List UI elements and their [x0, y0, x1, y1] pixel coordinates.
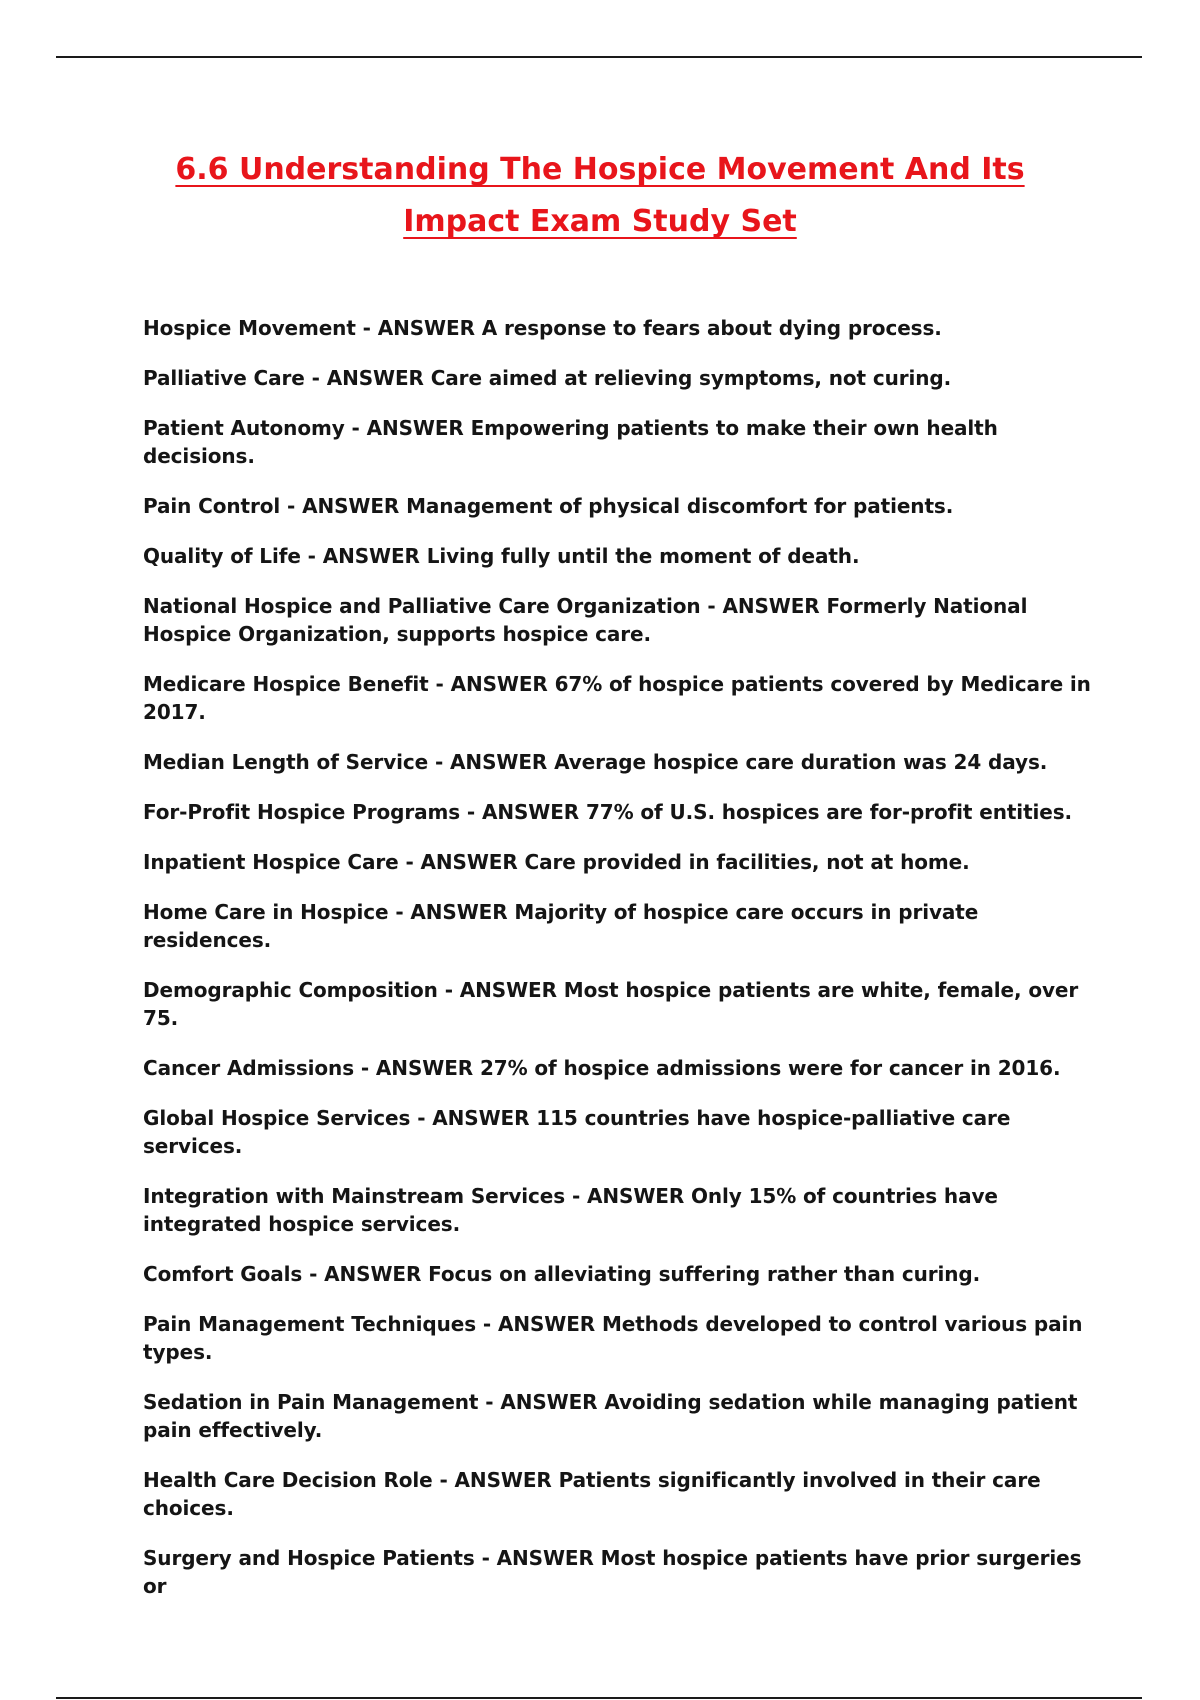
qa-item: [143, 1182, 1103, 1238]
qa-separator: - ANSWER: [304, 366, 431, 390]
qa-separator: - ANSWER: [565, 1184, 692, 1208]
qa-answer: Living fully until the moment of death.: [426, 544, 860, 568]
qa-item: [143, 1544, 1103, 1600]
qa-answer: Only 15% of countries have integrated hospice services.: [143, 1184, 998, 1236]
qa-term: Inpatient Hospice Care: [143, 850, 399, 874]
qa-separator: - ANSWER: [474, 1546, 601, 1570]
qa-item: [143, 1054, 1103, 1082]
qa-separator: - ANSWER: [700, 594, 827, 618]
qa-answer: Most hospice patients have prior surgeries or: [143, 1546, 1082, 1598]
qa-separator: - ANSWER: [428, 750, 555, 774]
qa-separator: - ANSWER: [300, 544, 427, 568]
qa-item: [143, 1260, 1103, 1288]
top-rule: [56, 56, 1142, 58]
qa-term: Median Length of Service: [143, 750, 429, 774]
qa-answer: Care provided in facilities, not at home.: [524, 850, 970, 874]
qa-list: [143, 314, 1103, 1622]
qa-item: [143, 670, 1103, 726]
qa-answer: Average hospice care duration was 24 days.: [554, 750, 1048, 774]
qa-separator: - ANSWER: [478, 1390, 605, 1414]
qa-answer: 27% of hospice admissions were for cancer in 2016.: [479, 1056, 1061, 1080]
qa-term: Quality of Life: [143, 544, 301, 568]
qa-item: [143, 542, 1103, 570]
qa-separator: - ANSWER: [388, 900, 515, 924]
qa-term: Health Care Decision Role: [143, 1468, 433, 1492]
qa-answer: Most hospice patients are white, female, over 75.: [143, 978, 1079, 1030]
qa-item: [143, 976, 1103, 1032]
qa-item: [143, 414, 1103, 470]
qa-term: Comfort Goals: [143, 1262, 303, 1286]
qa-item: [143, 898, 1103, 954]
qa-separator: - ANSWER: [302, 1262, 429, 1286]
qa-item: [143, 314, 1103, 342]
title-line-2: Impact Exam Study Set: [403, 204, 797, 239]
qa-item: [143, 1104, 1103, 1160]
qa-term: For-Profit Hospice Programs: [143, 800, 461, 824]
qa-term: Global Hospice Services: [143, 1106, 411, 1130]
qa-answer: Care aimed at relieving symptoms, not curing.: [430, 366, 952, 390]
qa-item: [143, 1310, 1103, 1366]
qa-item: [143, 848, 1103, 876]
qa-answer: 67% of hospice patients covered by Medicare in 2017.: [143, 672, 1091, 724]
qa-term: Surgery and Hospice Patients: [143, 1546, 475, 1570]
qa-answer: Focus on alleviating suffering rather than curing.: [428, 1262, 981, 1286]
qa-term: Pain Control: [143, 494, 281, 518]
qa-term: Hospice Movement: [143, 316, 356, 340]
qa-answer: Majority of hospice care occurs in private residences.: [143, 900, 979, 952]
qa-answer: A response to fears about dying process.: [481, 316, 942, 340]
title-line-1: 6.6 Understanding The Hospice Movement And Its: [175, 152, 1025, 187]
qa-answer: Patients significantly involved in their care choices.: [143, 1468, 1041, 1520]
qa-item: [143, 1388, 1103, 1444]
qa-term: Palliative Care: [143, 366, 305, 390]
qa-answer: 77% of U.S. hospices are for-profit entities.: [585, 800, 1073, 824]
qa-term: Medicare Hospice Benefit: [143, 672, 429, 696]
qa-term: National Hospice and Palliative Care Organization: [143, 594, 701, 618]
qa-separator: - ANSWER: [355, 316, 482, 340]
qa-separator: - ANSWER: [460, 800, 586, 824]
qa-answer: 115 countries have hospice-palliative care services.: [143, 1106, 1011, 1158]
qa-item: [143, 492, 1103, 520]
page-title: [100, 144, 1100, 248]
qa-term: Pain Management Techniques: [143, 1312, 477, 1336]
qa-term: Cancer Admissions: [143, 1056, 354, 1080]
qa-separator: - ANSWER: [344, 416, 471, 440]
qa-separator: - ANSWER: [280, 494, 407, 518]
qa-separator: - ANSWER: [432, 1468, 559, 1492]
qa-separator: - ANSWER: [398, 850, 525, 874]
qa-answer: Formerly National Hospice Organization, supports hospice care.: [143, 594, 1028, 646]
qa-separator: - ANSWER: [476, 1312, 602, 1336]
qa-item: [143, 748, 1103, 776]
qa-term: Sedation in Pain Management: [143, 1390, 479, 1414]
bottom-rule: [56, 1697, 1142, 1699]
qa-item: [143, 592, 1103, 648]
qa-item: [143, 798, 1103, 826]
qa-separator: - ANSWER: [428, 672, 555, 696]
qa-term: Demographic Composition: [143, 978, 438, 1002]
qa-separator: - ANSWER: [410, 1106, 537, 1130]
qa-separator: - ANSWER: [354, 1056, 480, 1080]
qa-term: Integration with Mainstream Services: [143, 1184, 566, 1208]
qa-item: [143, 364, 1103, 392]
qa-term: Patient Autonomy: [143, 416, 345, 440]
qa-answer: Management of physical discomfort for patients.: [406, 494, 954, 518]
qa-answer: Methods developed to control various pain types.: [143, 1312, 1083, 1364]
qa-answer: Avoiding sedation while managing patient pain effectively.: [143, 1390, 1078, 1442]
qa-term: Home Care in Hospice: [143, 900, 389, 924]
qa-item: [143, 1466, 1103, 1522]
qa-answer: Empowering patients to make their own health decisions.: [143, 416, 998, 468]
qa-separator: - ANSWER: [437, 978, 564, 1002]
